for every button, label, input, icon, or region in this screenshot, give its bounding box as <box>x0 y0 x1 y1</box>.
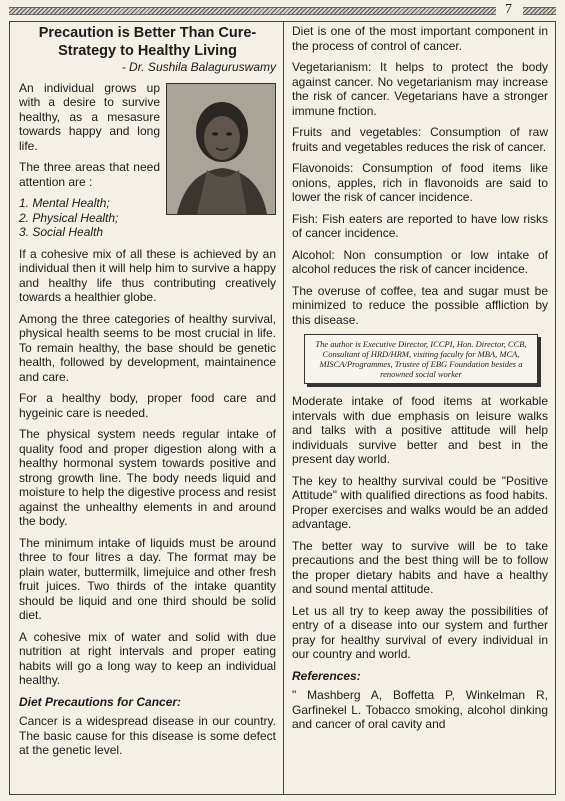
body-paragraph: The physical system needs regular intake of quality food and proper digestion along with a healthy hormonal system towards positive and strong growth line. The body needs liquid and moisture to help the digestive process and resist against the unhealthy elements in and around the body. <box>19 427 276 528</box>
header-hatch-right <box>523 7 556 15</box>
list-item: 2. Physical Health; <box>19 210 119 225</box>
author-byline: - Dr. Sushila Balaguruswamy <box>121 60 276 74</box>
body-paragraph: The overuse of coffee, tea and sugar must be minimized to reduce the possible affliction by this disease. <box>292 283 548 327</box>
body-paragraph: Cancer is a widespread disease in our country. The basic cause for this disease is some defect at the genetic level. <box>19 714 276 757</box>
body-paragraph: For a healthy body, proper food care and hygeinic care is needed. <box>19 391 276 420</box>
page-number: 7 <box>505 2 512 17</box>
body-paragraph: Alcohol: Non consumption or low intake of alcohol reduces the risk of cancer incidence. <box>292 247 548 276</box>
reference-item: " Mashberg A, Boffetta P, Winkelman R, Garfinekel L. Tobacco smoking, alcohol dinking and cancer of oral cavity and <box>292 688 548 731</box>
list-item: 1. Mental Health; <box>19 196 110 210</box>
body-paragraph: A cohesive mix of water and solid with due nutrition at right intervals and proper eating habits will go a long way to keep an individual healthy. <box>19 629 276 687</box>
body-paragraph: Flavonoids: Consumption of food items like onions, apples, rich in flavonoids are said to lower the risk of cancer incidence. <box>292 161 548 204</box>
left-column <box>19 24 276 765</box>
section-heading: Diet Precautions for Cancer: <box>19 694 182 709</box>
body-paragraph: Diet is one of the most important component in the process of control of cancer. <box>292 24 548 53</box>
column-divider <box>283 21 284 795</box>
areas-intro: The three areas that need attention are : <box>19 160 160 189</box>
references-heading: References: <box>292 668 361 683</box>
body-paragraph: Fruits and vegetables: Consumption of raw fruits and vegetables reduces the risk of cancer. <box>292 125 548 154</box>
body-paragraph: Moderate intake of food items at workable intervals with due emphasis on leisure walks and talks with a positive attitude will help individuals survive better and best in the present day world. <box>292 394 548 466</box>
header-hatch-left <box>9 7 496 15</box>
body-paragraph: Among the three categories of healthy survival, physical health seems to be most crucial in life. To remain healthy, the base should be genetic health, followed by development, maintainence and care. <box>19 311 276 384</box>
body-paragraph: The better way to survive will be to take precautions and the best thing will be to follow the proper dietary habits and have a healthy and sound mental attitude. <box>292 538 548 596</box>
right-column <box>292 24 548 739</box>
author-bio-box: The author is Executive Director, ICCPI, Hon. Director, CCB, Consultant of HRD/HRM, visiting faculty for MBA, MCA, MISCA/Programmes, Trustee of EBG Foundation besides a renowned social worker <box>304 334 538 384</box>
author-photo <box>166 83 276 215</box>
article-title: Precaution is Better Than Cure-Strategy to Healthy Living <box>38 25 257 59</box>
list-item: 3. Social Health <box>19 225 104 239</box>
intro-paragraph: An individual grows up with a desire to survive healthy, as a mesasure towards happy and long life. <box>19 80 160 153</box>
body-paragraph: Fish: Fish eaters are reported to have low risks of cancer incidence. <box>292 211 548 240</box>
body-paragraph: Let us all try to keep away the possibilities of entry of a disease into our system and further pray for healthy survival of every individual in our country and world. <box>292 603 548 661</box>
page-header-bar <box>0 0 565 22</box>
body-paragraph: If a cohesive mix of all these is achieved by an individual then it will help him to survive a happy and healthy life thus contributing creatively towards a healthier globe. <box>19 246 276 304</box>
body-paragraph: Vegetarianism: It helps to protect the body against cancer. No vegetarianism may increase the risk of cancer. Vegetarians have a stronger immune fnction. <box>292 60 548 118</box>
body-paragraph: The key to healthy survival could be "Positive Attitude" with qualified directions as food habits. Proper exercises and walks would be an added advantage. <box>292 473 548 531</box>
body-paragraph: The minimum intake of liquids must be around three to four litres a day. The format may be plain water, buttermilk, limejuice and other fresh fruit juices. Two thirds of the intake quantity should be liquid and one third should be solid diet. <box>19 535 276 622</box>
